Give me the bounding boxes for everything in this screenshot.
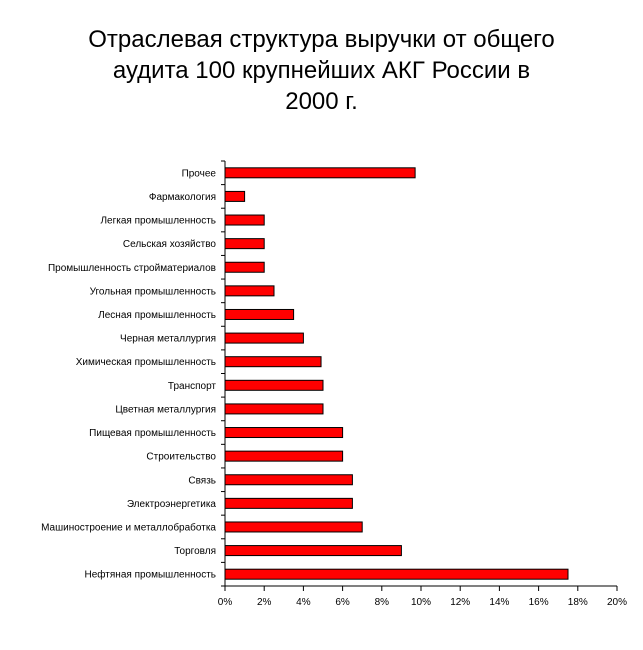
bar <box>225 475 352 485</box>
bar <box>225 286 274 296</box>
category-label: Цветная металлургия <box>115 404 216 416</box>
bar <box>225 498 352 508</box>
x-tick-label: 8% <box>374 597 390 608</box>
category-label: Химическая промышленность <box>75 357 216 369</box>
x-tick-label: 0% <box>217 597 233 608</box>
category-label: Угольная промышленность <box>89 286 216 298</box>
category-label: Промышленность стройматериалов <box>47 262 216 274</box>
chart-title-line-2: аудита 100 крупнейших АКГ России в <box>112 57 531 84</box>
bar <box>225 522 362 532</box>
bar <box>225 168 415 178</box>
bar <box>225 262 264 272</box>
category-label: Строительство <box>146 451 216 463</box>
category-label: Связь <box>188 475 216 487</box>
chart-title-line-3: 2000 г. <box>285 88 358 115</box>
x-tick-label: 2% <box>256 597 272 608</box>
category-label: Машиностроение и металлобработка <box>41 522 216 534</box>
category-label: Прочее <box>181 168 216 180</box>
bar <box>225 380 323 390</box>
bar <box>225 215 264 225</box>
category-label: Лесная промышленность <box>98 309 216 321</box>
bar <box>225 404 323 414</box>
chart-title-line-1: Отраслевая структура выручки от общего <box>88 26 555 53</box>
category-label: Торговля <box>174 546 216 558</box>
category-label: Сельская хозяйство <box>122 239 216 251</box>
x-tick-label: 10% <box>410 597 432 608</box>
x-tick-label: 18% <box>567 597 588 608</box>
category-label: Нефтяная промышленность <box>84 569 216 581</box>
category-label: Легкая промышленность <box>100 215 216 227</box>
x-tick-label: 6% <box>335 597 350 608</box>
x-tick-label: 12% <box>450 597 471 608</box>
bar <box>225 333 303 343</box>
x-tick-label: 20% <box>606 597 628 608</box>
bar <box>225 191 245 201</box>
x-tick-label: 16% <box>528 597 549 608</box>
category-label: Транспорт <box>167 380 216 392</box>
x-tick-label: 4% <box>296 597 311 608</box>
bar <box>225 428 343 438</box>
category-label: Фармакология <box>148 191 216 203</box>
bar <box>225 569 568 579</box>
category-label: Пищевая промышленность <box>89 428 216 440</box>
bar <box>225 309 294 319</box>
bar <box>225 239 264 249</box>
bar <box>225 451 343 461</box>
x-tick-label: 14% <box>489 597 510 608</box>
category-label: Черная металлургия <box>120 333 216 345</box>
category-label: Электроэнергетика <box>126 498 216 510</box>
bar <box>225 546 401 556</box>
bar <box>225 357 321 367</box>
